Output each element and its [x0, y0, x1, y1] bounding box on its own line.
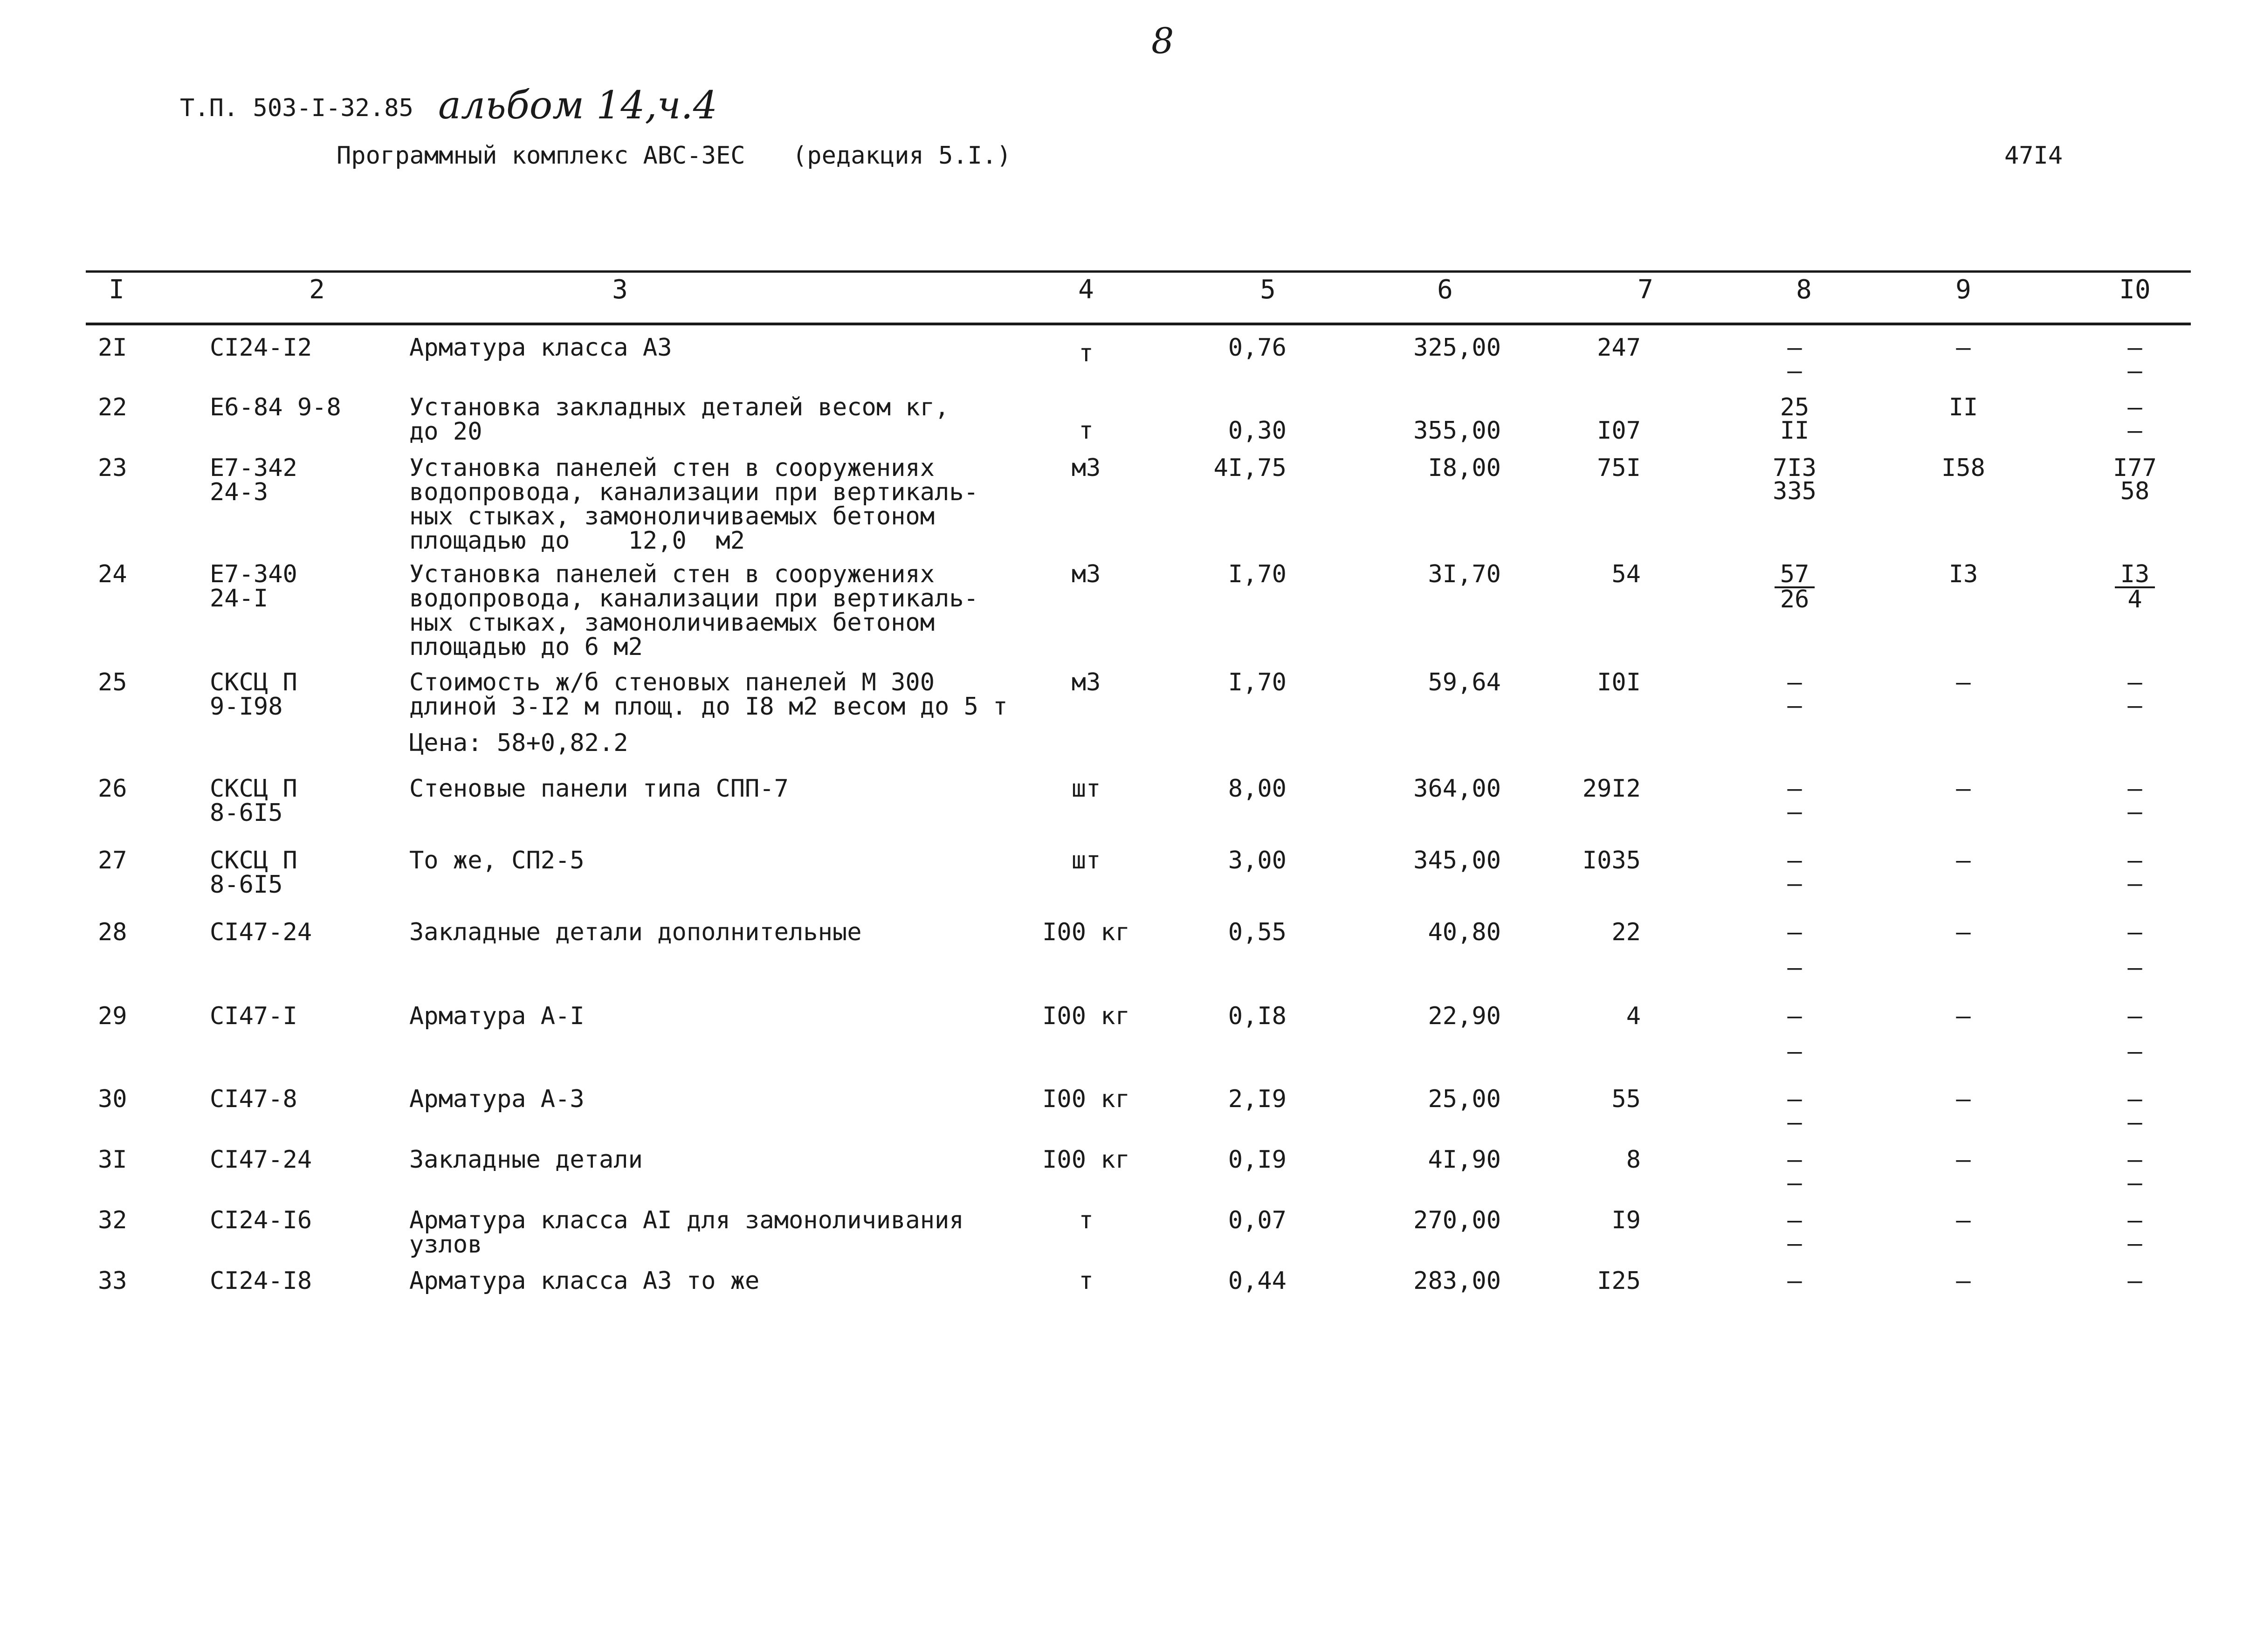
col9-value: –	[1956, 775, 1971, 803]
col10-value: – –	[2127, 1206, 2142, 1258]
quantity: 4I,75	[1213, 454, 1287, 482]
total-cost: 55	[1611, 1085, 1641, 1113]
quantity: 0,44	[1228, 1267, 1287, 1295]
column-header-8: 8	[1796, 275, 1812, 305]
col9-value: –	[1956, 847, 1971, 874]
col9-value: –	[1956, 1002, 1971, 1030]
unit: I00 кг	[1042, 1146, 1130, 1174]
col8-value: – –	[1787, 1002, 1802, 1066]
col8-value: – –	[1787, 334, 1802, 385]
table-row	[0, 1085, 2257, 1136]
table-top-rule	[86, 270, 2191, 273]
quantity: I,70	[1228, 668, 1287, 696]
unit: I00 кг	[1042, 1085, 1130, 1113]
col8-value: 25 II	[1780, 393, 1810, 445]
column-header-7: 7	[1638, 275, 1653, 305]
col8-value: – –	[1787, 775, 1802, 826]
col9-value: –	[1956, 1085, 1971, 1113]
unit-price: 3I,70	[1428, 560, 1501, 588]
unit-price: 40,80	[1428, 918, 1501, 946]
quantity: 0,I8	[1228, 1002, 1287, 1030]
unit-price: 270,00	[1413, 1206, 1501, 1234]
total-cost: 75I	[1597, 454, 1641, 482]
table-row	[0, 847, 2257, 899]
album-note: альбом 14,ч.4	[438, 83, 717, 128]
quantity: 0,07	[1228, 1206, 1287, 1234]
page-number: 8	[1151, 20, 1174, 62]
column-header-6: 6	[1437, 275, 1453, 305]
total-cost: I07	[1597, 417, 1641, 445]
col8-value: – –	[1787, 847, 1802, 898]
unit-price: 25,00	[1428, 1085, 1501, 1113]
table-row	[0, 668, 2257, 721]
column-header-9: 9	[1955, 275, 1971, 305]
unit-price: 4I,90	[1428, 1146, 1501, 1174]
row-number: 29	[98, 1002, 127, 1030]
unit: м3	[1071, 560, 1101, 588]
unit: шт	[1071, 847, 1101, 874]
quantity: 0,30	[1228, 417, 1287, 445]
work-description: Арматура класса АI для замоноличивания узлов	[409, 1206, 964, 1259]
quantity: 8,00	[1228, 775, 1287, 803]
unit-price: 345,00	[1413, 847, 1501, 874]
quantity: 0,76	[1228, 334, 1287, 362]
row-number: 24	[98, 560, 127, 588]
unit-price: 325,00	[1413, 334, 1501, 362]
row-number: 22	[98, 393, 127, 421]
work-description: Арматура класса А3 то же	[409, 1267, 760, 1295]
total-cost: I035	[1582, 847, 1641, 874]
col10-value: – –	[2127, 1002, 2142, 1066]
row-number: 27	[98, 847, 127, 874]
col10-value: –	[2127, 1267, 2142, 1295]
unit-price: 283,00	[1413, 1267, 1501, 1295]
col9-value: –	[1956, 1267, 1971, 1295]
column-header-2: 2	[309, 275, 325, 305]
total-cost: 247	[1597, 334, 1641, 362]
rate-code: СКСЦ П 9-I98	[210, 668, 297, 721]
row-number: 26	[98, 775, 127, 803]
total-cost: 22	[1611, 918, 1641, 946]
row-number: 2I	[98, 334, 127, 362]
col10-value: – –	[2127, 393, 2142, 445]
quantity: 0,55	[1228, 918, 1287, 946]
work-description: Установка панелей стен в сооружениях водопровода, канализации при вертикаль- ных стыках, замоноличиваемых бетоном площадью до 12,0 м2	[409, 454, 978, 555]
col10-value: – –	[2127, 847, 2142, 898]
work-description: Закладные детали дополнительные	[409, 918, 862, 946]
sheet-number: 47I4	[2004, 142, 2063, 170]
col10-value: – –	[2127, 1146, 2142, 1197]
program-edition: (редакция 5.I.)	[792, 142, 1012, 170]
col8-value: – –	[1787, 1146, 1802, 1197]
unit: м3	[1071, 668, 1101, 696]
col10-value: I77 58	[2113, 454, 2157, 505]
unit: т	[1079, 339, 1094, 367]
rate-code: CI47-24	[210, 1146, 312, 1174]
quantity: I,70	[1228, 560, 1287, 588]
col10-value: – –	[2127, 668, 2142, 720]
program-name: Программный комплекс АВС-3ЕС	[337, 142, 745, 170]
unit: м3	[1071, 454, 1101, 482]
total-cost: I9	[1611, 1206, 1641, 1234]
unit: т	[1079, 417, 1094, 445]
col9-value: –	[1956, 918, 1971, 946]
rate-code: СКСЦ П 8-6I5	[210, 775, 297, 827]
unit-price: 22,90	[1428, 1002, 1501, 1030]
work-description: Арматура А-I	[409, 1002, 585, 1030]
table-row	[0, 918, 2257, 982]
col10-value: – –	[2127, 918, 2142, 982]
column-header-1: I	[109, 275, 124, 305]
rate-code: CI47-I	[210, 1002, 297, 1030]
col9-value: II	[1948, 393, 1978, 421]
unit: I00 кг	[1042, 1002, 1130, 1030]
column-header-5: 5	[1260, 275, 1276, 305]
total-cost: 4	[1626, 1002, 1641, 1030]
row-number: 23	[98, 454, 127, 482]
unit: т	[1079, 1206, 1094, 1234]
work-description: Установка закладных деталей весом кг, до 20	[409, 393, 950, 446]
table-row	[0, 1002, 2257, 1066]
work-description: Закладные детали	[409, 1146, 643, 1174]
unit-price: 364,00	[1413, 775, 1501, 803]
total-cost: I0I	[1597, 668, 1641, 696]
unit-price: I8,00	[1428, 454, 1501, 482]
work-description: Арматура А-3	[409, 1085, 585, 1113]
rate-code: CI47-24	[210, 918, 312, 946]
col8-value: – –	[1787, 918, 1802, 982]
col10-value: $\frac{I3}{4}$	[2084, 562, 2186, 612]
rate-code: CI24-I6	[210, 1206, 312, 1234]
unit: т	[1079, 1267, 1094, 1295]
total-cost: 8	[1626, 1146, 1641, 1174]
unit: шт	[1071, 775, 1101, 803]
col9-value: I58	[1941, 454, 1985, 482]
row-number: 25	[98, 668, 127, 696]
row-number: 30	[98, 1085, 127, 1113]
rate-code: Е6-84 9-8	[210, 393, 341, 421]
col9-value: –	[1956, 334, 1971, 362]
total-cost: I25	[1597, 1267, 1641, 1295]
col8-value: 7I3 335	[1773, 454, 1817, 505]
col9-value: –	[1956, 1206, 1971, 1234]
unit-price: 59,64	[1428, 668, 1501, 696]
total-cost: 29I2	[1582, 775, 1641, 803]
rate-code: CI47-8	[210, 1085, 297, 1113]
col8-value: – –	[1787, 668, 1802, 720]
quantity: 0,I9	[1228, 1146, 1287, 1174]
col8-value: – –	[1787, 1085, 1802, 1136]
column-header-4: 4	[1078, 275, 1094, 305]
work-description: То же, СП2-5	[409, 847, 585, 874]
rate-code: CI24-I8	[210, 1267, 312, 1295]
row-number: 28	[98, 918, 127, 946]
table-row	[0, 560, 2257, 661]
rate-code: CI24-I2	[210, 334, 312, 362]
row-number: 32	[98, 1206, 127, 1234]
column-header-3: 3	[612, 275, 628, 305]
rate-code: Е7-342 24-3	[210, 454, 297, 506]
col9-value: I3	[1948, 560, 1978, 588]
row-number: 33	[98, 1267, 127, 1295]
unit: I00 кг	[1042, 918, 1130, 946]
col9-value: –	[1956, 1146, 1971, 1174]
column-header-10: I0	[2119, 275, 2151, 305]
unit-price: 355,00	[1413, 417, 1501, 445]
total-cost: 54	[1611, 560, 1641, 588]
work-description: Стоимость ж/б стеновых панелей М 300 длиной 3-I2 м площ. до I8 м2 весом до 5 т	[409, 668, 1008, 721]
quantity: 2,I9	[1228, 1085, 1287, 1113]
price-note: Цена: 58+0,82.2	[409, 729, 628, 757]
document-code: Т.П. 503-I-32.85	[180, 94, 413, 122]
col10-value: – –	[2127, 1085, 2142, 1136]
col8-value: – –	[1787, 1206, 1802, 1258]
quantity: 3,00	[1228, 847, 1287, 874]
row-number: 3I	[98, 1146, 127, 1174]
table-row	[0, 1206, 2257, 1259]
work-description: Стеновые панели типа СПП-7	[409, 775, 789, 803]
table-header-rule	[86, 323, 2191, 325]
table-row	[0, 393, 2257, 446]
work-description: Установка панелей стен в сооружениях водопровода, канализации при вертикаль- ных стыках, замоноличиваемых бетоном площадью до 6 м2	[409, 560, 978, 661]
col10-value: – –	[2127, 334, 2142, 385]
col8-value: $\frac{57}{26}$	[1743, 562, 1846, 612]
col10-value: – –	[2127, 775, 2142, 826]
rate-code: Е7-340 24-I	[210, 560, 297, 613]
work-description: Арматура класса А3	[409, 334, 672, 362]
col8-value: –	[1787, 1267, 1802, 1295]
rate-code: СКСЦ П 8-6I5	[210, 847, 297, 899]
col9-value: –	[1956, 668, 1971, 696]
